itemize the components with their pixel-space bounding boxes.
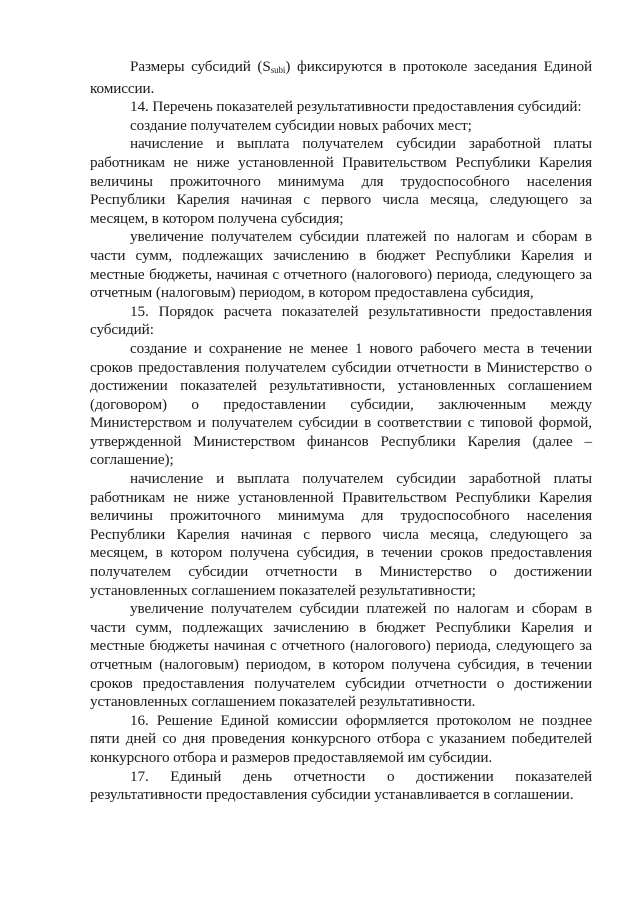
paragraph-subsidy-size (90, 58, 592, 98)
paragraph-15-item-2: начисление и выплата получателем субсидии заработной платы работникам не ниже установленной Правительством Республики Карелия величины прожиточного минимума для трудоспособного населения Республики Карелия начиная с первого числа месяца, следующего за месяцем, в котором получена субсидия, в течении сроков предоставления получателем субсидии отчетности в Министерство о достижении установленных соглашением показателей результативности; (90, 470, 592, 599)
paragraph-14-heading: 14. Перечень показателей результативности предоставления субсидий: (130, 98, 582, 116)
subscript-subi: subi (270, 65, 286, 75)
paragraph-14-item-1: создание получателем субсидии новых рабочих мест; (130, 116, 472, 134)
paragraph-15-heading: 15. Порядок расчета показателей результативности предоставления субсидий: (90, 302, 592, 339)
paragraph-16: 16. Решение Единой комиссии оформляется протоколом не позднее пяти дней со дня проведения конкурсного отбора с указанием победителей конкурсного отбора и размеров предоставляемой им субсидии. (90, 711, 592, 766)
paragraph-15-item-1: создание и сохранение не менее 1 нового рабочего места в течении сроков предоставления получателем субсидии отчетности в Министерство о достижении показателей результативности, установленных соглашением (договором) о предоставлении субсидии, заключенным между Министерством и получателем субсидии в соответствии с типовой формой, утвержденной Министерством финансов Республики Карелия (далее – соглашение); (90, 339, 592, 469)
paragraph-14-item-3: увеличение получателем субсидии платежей по налогам и сборам в части сумм, подлежащих зачислению в бюджет Республики Карелия и местные бюджеты, начиная с отчетного (налогового) периода, следующего за отчетным (налоговым) периодом, в котором предоставлена субсидия, (90, 228, 592, 302)
paragraph-subsidy-size-text: Размеры субсидий $(S_{subi})$ фиксируются в протоколе заседания Единой комиссии. (90, 58, 592, 97)
paragraph-17: 17. Единый день отчетности о достижении показателей результативности предоставления субсидии устанавливается в соглашении. (90, 767, 592, 804)
paragraph-14-item-2: начисление и выплата получателем субсидии заработной платы работникам не ниже установленной Правительством Республики Карелия величины прожиточного минимума для трудоспособного населения Республики Карелия начиная с первого числа месяца, следующего за месяцем, в котором получена субсидия; (90, 135, 592, 227)
paragraph-15-item-3: увеличение получателем субсидии платежей по налогам и сборам в части сумм, подлежащих зачислению в бюджет Республики Карелия и местные бюджеты начиная с отчетного (налогового) периода, следующего за отчетным (налоговым) периодом, в котором получена субсидия, в течении сроков предоставления получателем субсидии отчетности о достижении установленных соглашением показателей результативности. (90, 600, 592, 711)
